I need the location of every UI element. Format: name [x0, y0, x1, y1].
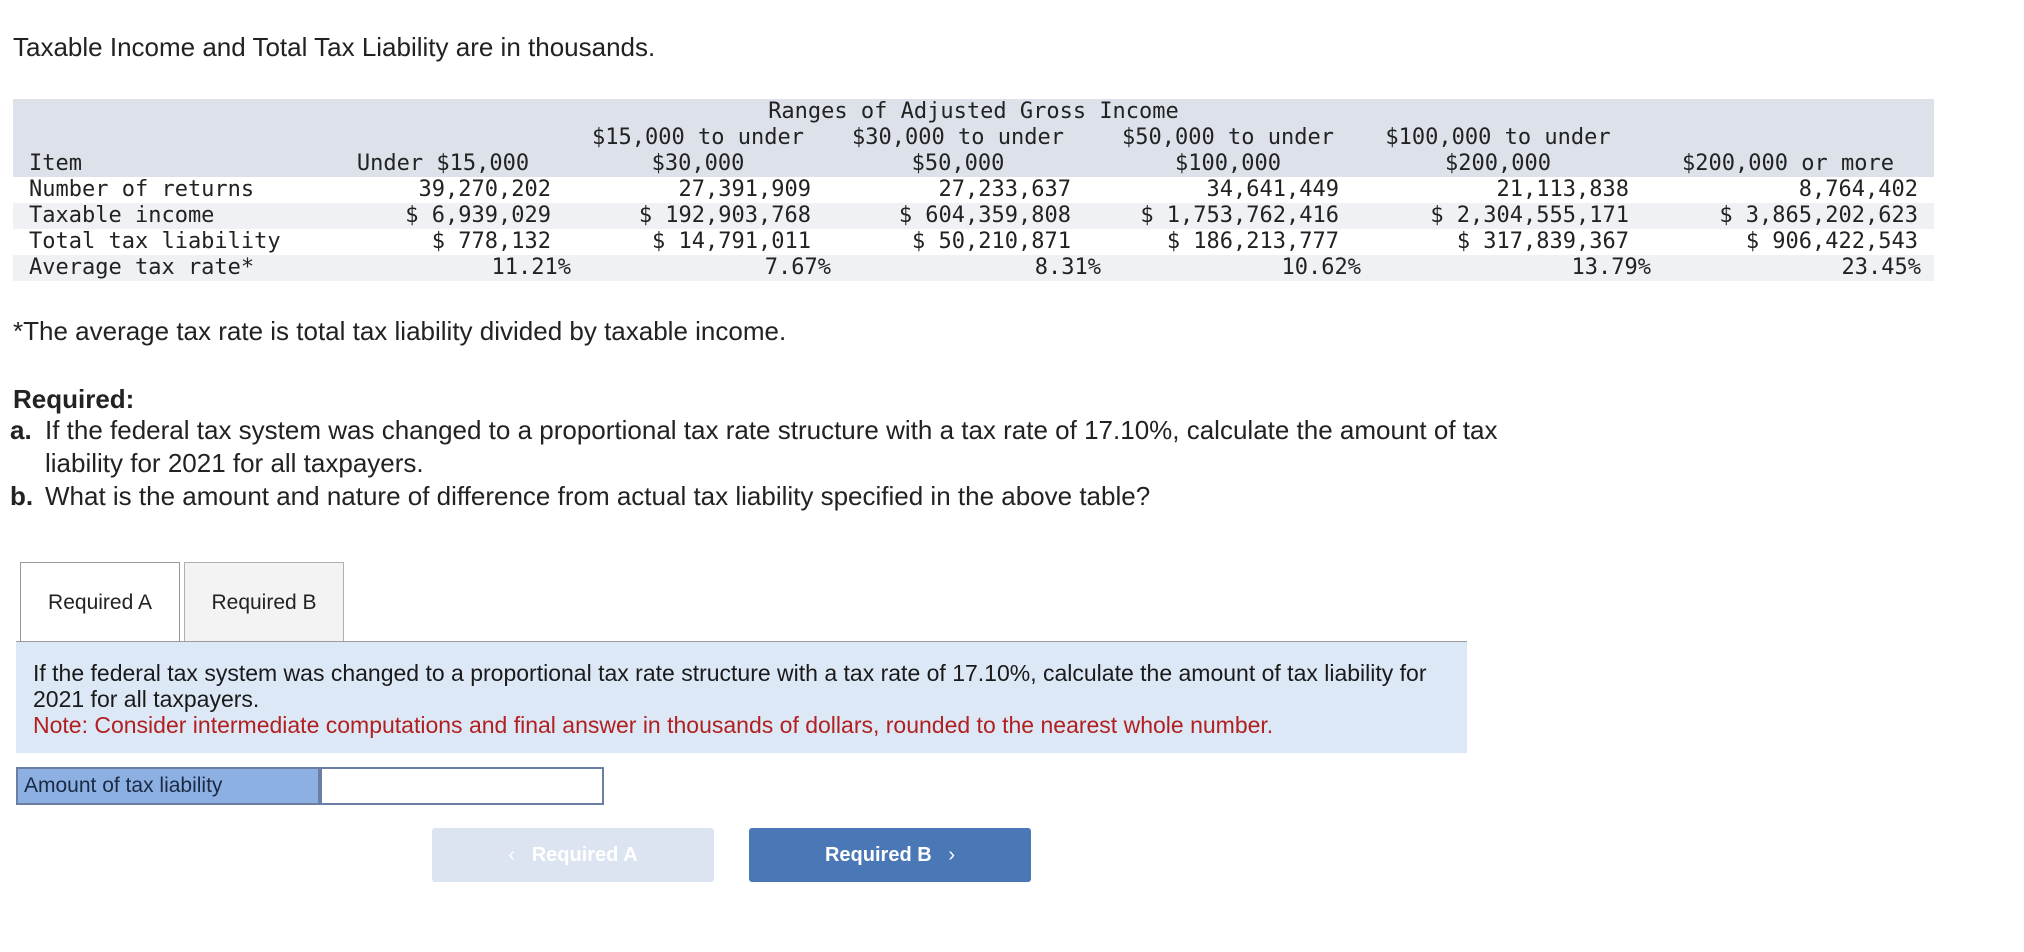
table-cell: $ 778,132 [431, 229, 551, 254]
prev-button-label: Required A [531, 844, 638, 866]
prev-button[interactable] [432, 828, 714, 882]
requirement-b [10, 480, 1630, 513]
row-label: Total tax liability [29, 229, 281, 254]
table-cell: $ 192,903,768 [638, 203, 811, 228]
table-cell: $ 317,839,367 [1456, 229, 1629, 254]
item-header: Item [29, 151, 82, 176]
column-header-line: $50,000 to under [1122, 125, 1334, 150]
panel-note: Note: Consider intermediate computations and final answer in thousands of dollars, rounded to the nearest whole number. [33, 712, 1274, 738]
table-cell: 10.62% [1281, 255, 1361, 280]
table-cell: 39,270,202 [418, 177, 551, 202]
tax-data-table [13, 99, 1934, 281]
required-heading: Required: [13, 384, 135, 414]
tab-required-a[interactable]: Required A [20, 562, 180, 642]
table-cell: 11.21% [491, 255, 571, 280]
chevron-right-icon: › [948, 844, 956, 866]
requirement-b-label: b. [10, 481, 34, 511]
column-header-line: $100,000 [1175, 151, 1281, 176]
column-header-line: $30,000 [651, 151, 745, 176]
table-cell: 23.45% [1841, 255, 1921, 280]
row-label: Number of returns [29, 177, 255, 202]
answer-label [16, 767, 320, 805]
requirement-a-label: a. [10, 415, 32, 445]
table-cell: $ 14,791,011 [652, 229, 811, 254]
column-header-line: $30,000 to under [852, 125, 1064, 150]
table-cell: $ 3,865,202,623 [1719, 203, 1918, 228]
row-label: Taxable income [29, 203, 215, 228]
column-header: $200,000 or more [1682, 151, 1894, 176]
table-cell: 21,113,838 [1496, 177, 1629, 202]
table-cell: $ 186,213,777 [1166, 229, 1339, 254]
table-cell: 27,391,909 [678, 177, 811, 202]
column-header-line: $15,000 to under [592, 125, 804, 150]
requirement-a [10, 414, 1630, 480]
next-button-label: Required B [824, 844, 932, 866]
requirement-b-text: What is the amount and nature of difference from actual tax liability specified in the above table? [45, 481, 1151, 511]
panel-question: If the federal tax system was changed to a proportional tax rate structure with a tax rate of 17.10%, calculate the amount of tax liability for 2021 for all taxpayers. [33, 660, 1427, 712]
answer-label-text: Amount of tax liability [24, 774, 223, 797]
row-label: Average tax rate* [29, 255, 255, 280]
table-cell: $ 1,753,762,416 [1140, 203, 1339, 228]
group-header: Ranges of Adjusted Gross Income [768, 99, 1179, 124]
table-cell: 7.67% [764, 255, 831, 280]
footnote: *The average tax rate is total tax liability divided by taxable income. [13, 316, 787, 346]
next-button[interactable] [749, 828, 1031, 882]
table-cell: 8,764,402 [1798, 177, 1918, 202]
tab-required-b[interactable]: Required B [184, 562, 344, 642]
tax-liability-input[interactable] [320, 767, 604, 805]
table-cell: $ 604,359,808 [898, 203, 1071, 228]
requirement-a-line2: liability for 2021 for all taxpayers. [45, 448, 424, 478]
column-header-line: $200,000 [1445, 151, 1551, 176]
chevron-left-icon: ‹ [508, 844, 516, 866]
table-cell: $ 50,210,871 [912, 229, 1071, 254]
column-header-line: $100,000 to under [1385, 125, 1611, 150]
table-cell: $ 2,304,555,171 [1430, 203, 1629, 228]
table-cell: $ 906,422,543 [1745, 229, 1918, 254]
column-header-line: $50,000 [911, 151, 1005, 176]
intro-text: Taxable Income and Total Tax Liability are in thousands. [13, 32, 656, 62]
table-cell: $ 6,939,029 [405, 203, 551, 228]
column-header: Under $15,000 [356, 151, 530, 176]
question-panel [16, 642, 1467, 753]
table-cell: 27,233,637 [938, 177, 1071, 202]
table-cell: 8.31% [1034, 255, 1101, 280]
table-cell: 13.79% [1571, 255, 1651, 280]
requirement-a-line1: If the federal tax system was changed to a proportional tax rate structure with a tax rate of 17.10%, calculate the amount of tax [45, 415, 1498, 445]
table-cell: 34,641,449 [1206, 177, 1339, 202]
